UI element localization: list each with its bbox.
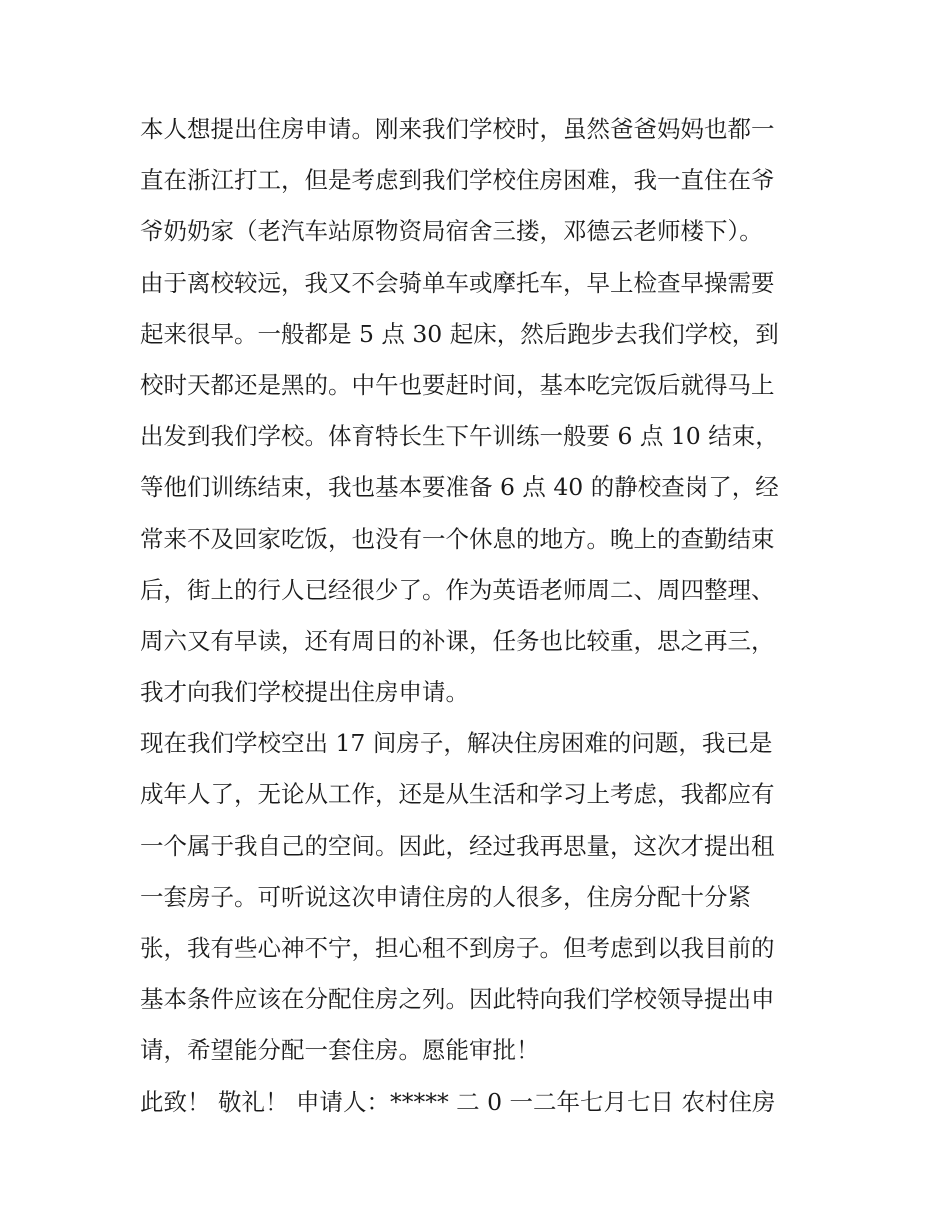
closing-line: 此致！ 敬礼！ 申请人：***** 二 0 一二年七月七日 农村住房: [140, 1087, 776, 1116]
text-line-2: 直在浙江打工，但是考虑到我们学校住房困难，我一直住在爷: [140, 166, 775, 195]
text-line-1: 本人想提出住房申请。刚来我们学校时，虽然爸爸妈妈也都一: [140, 115, 775, 143]
text-line-6: 校时天都还是黑的。中午也要赶时间，基本吃完饭后就得马上: [140, 370, 775, 399]
text-line-10: 后，街上的行人已经很少了。作为英语老师周二、周四整理、: [140, 575, 775, 604]
text-line-4: 由于离校较远，我又不会骑单车或摩托车，早上检查早操需要: [140, 268, 775, 297]
text-line-12: 我才向我们学校提出住房申请。: [140, 678, 469, 707]
letter-body: [140, 104, 820, 1128]
text-line-18: 基本条件应该在分配住房之列。因此特向我们学校领导提出申: [140, 985, 775, 1014]
text-line-17: 张，我有些心神不宁，担心租不到房子。但考虑到以我目前的: [140, 934, 775, 962]
text-line-5: 起来很早。一般都是 5 点 30 起床，然后跑步去我们学校，到: [140, 319, 779, 348]
text-line-19: 请，希望能分配一套住房。愿能审批！: [140, 1036, 540, 1065]
text-line-3: 爷奶奶家（老汽车站原物资局宿舍三搂，邓德云老师楼下）。: [140, 217, 763, 246]
text-line-13: 现在我们学校空出 17 间房子，解决住房困难的问题，我已是: [140, 729, 773, 758]
text-line-7: 出发到我们学校。体育特长生下午训练一般要 6 点 10 结束，: [140, 422, 779, 451]
text-line-16: 一套房子。可听说这次申请住房的人很多，住房分配十分紧: [140, 882, 751, 911]
text-line-15: 一个属于我自己的空间。因此，经过我再思量，这次才提出租: [140, 831, 775, 860]
text-line-14: 成年人了，无论从工作，还是从生活和学习上考虑，我都应有: [140, 780, 775, 809]
text-line-9: 常来不及回家吃饭，也没有一个休息的地方。晚上的查勤结束: [140, 524, 775, 553]
text-line-11: 周六又有早读，还有周日的补课，任务也比较重，思之再三，: [140, 626, 775, 655]
text-line-8: 等他们训练结束，我也基本要准备 6 点 40 的静校查岗了，经: [140, 473, 779, 502]
